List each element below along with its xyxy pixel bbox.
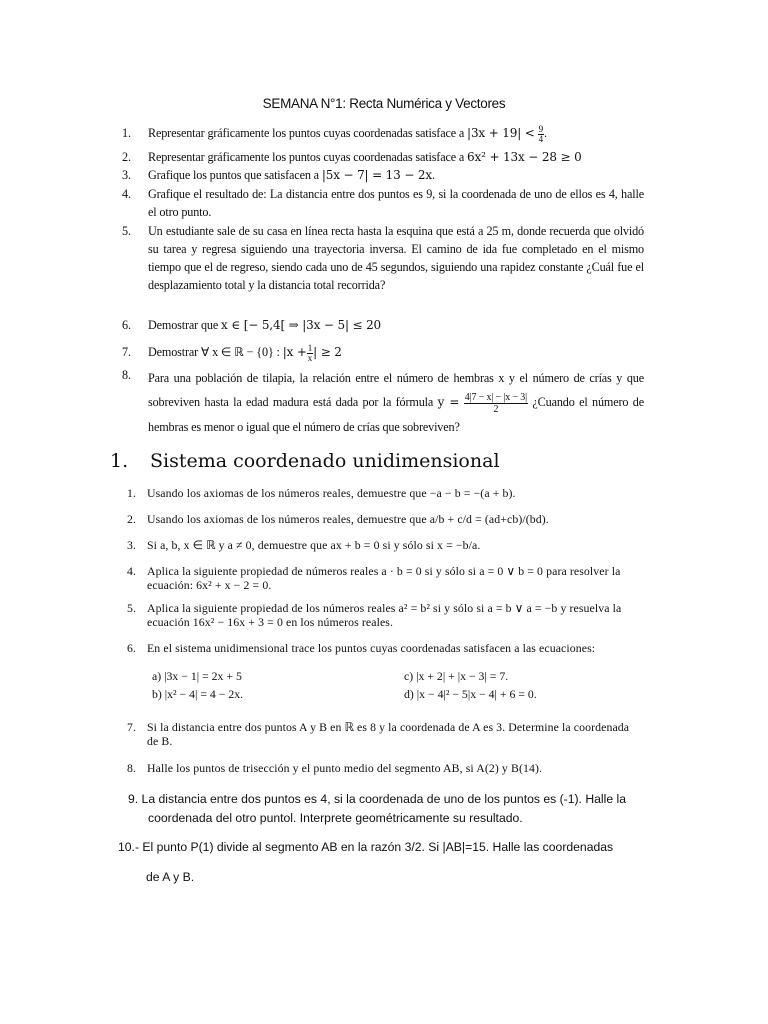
equation-c: c) |x + 2| + |x − 3| = 7. <box>404 669 509 683</box>
equation-d: d) |x − 4|² − 5|x − 4| + 6 = 0. <box>404 687 537 701</box>
equation-b: b) |x² − 4| = 4 − 2x. <box>152 687 244 701</box>
document-page: SEMANA N°1: Recta Numérica y Vectores 1. Representar gráficamente los puntos cuyas coordenadas satisface a |3x + 19| < $\frac{9}{4}$ . 2. Representar gráficamente los puntos cuyas coordenadas satisface a 6x² + 13x − 28 ≥ 0 3. Grafique los puntos que satisfacen a |5x − 7| = 13 − 2x. 4. Grafique el resultado de: La distancia entre dos puntos es 9, si la coordenada de uno de ellos es 4, halle el otro punto. 5. Un estudiante sale de su casa en línea recta hasta la esquina que está a 25 m, donde recuerda que olvidó su tarea y regresa siguiendo una trayectoria inversa. El camino de ida fue completado en el mismo tiempo que el de regreso, siendo cada uno de 45 segundos, siguiendo una rapidez constante ¿Cuál fue el desplazamiento total y la distancia total recorrida? 6. Demostrar que x ∈ [− 5,4[ ⇒ |3x − 5| ≤ 20 7. Demostrar ∀ x ∈ ℝ − {0} : |x + $\frac{1}{x}$ | ≥ 2 8. Para una población de tilapia, la relación entre el número de hembras x y el número de crías y que sobreviven hasta la edad madura está dada por la fórmula y = $\frac{4|7 - x| - |x - 3|}{2}$ ¿Cuando el número de hembras es menor o igual que el número de crías que sobreviven? 1. Sistema coordenado unidimensional 1. Usando los axiomas de los números reales, demuestre que −a − b = −(a + b). 2. Usando los axiomas de los números reales, demuestre que a/b + c/d = (ad+cb)/(bd). 3. Si a, b, x ∈ ℝ y a ≠ 0, demuestre que ax + b = 0 si y sólo si x = −b/a. 4. Aplica la siguiente propiedad de números reales a · b = 0 si y sólo si a = 0 ∨ b = 0 para resolver la ecuación: 6x² + x − 2 = 0. 5. Aplica la siguiente propiedad de los números reales a² = b² si y sólo si a = b ∨ a = −b y resuelva la ecuación 16x² − 16x + 3 = 0 en los números reales. 6. En el sistema unidimensional trace los puntos cuyas coordenadas satisfacen a las ecuaciones: a) |3x − 1| = 2x + 5 b) |x² − 4| = 4 − 2x. c) |x + 2| + |x − 3| = 7. d) |x − 4|² − 5|x − 4| + 6 = 0. 7. Si la distancia entre dos puntos A y B en ℝ es 8 y la coordenada de A es 3. Determine la coordenada de B. 8. Halle los puntos de trisección y el punto medio del segmento AB, si A(2) y B(14). 9. La distancia entre dos puntos es 4, si la coordenada de uno de los puntos es (-1). Halle la coordenada del otro puntol. Interprete geométricamente su resultado. 10.- El punto P(1) divide al segmento AB en la razón 3/2. Si |AB|=15. Halle las coordenadas de A y B. <box>0 0 768 1024</box>
exercise-9: 9. La distancia entre dos puntos es 4, si la coordenada de uno de los puntos es (-1). Halle la coordenada del otro puntol. Interprete geométricamente su resultado. <box>128 792 626 825</box>
fraction: $\frac{9}{4}$ <box>538 123 543 144</box>
section-heading: 1. Sistema coordenado unidimensional <box>110 450 500 472</box>
fraction: $\frac{1}{x}$ <box>307 342 313 363</box>
page-title: SEMANA N°1: Recta Numérica y Vectores <box>262 96 506 111</box>
exercise-10: 10.- El punto P(1) divide al segmento AB en la razón 3/2. Si |AB|=15. Halle las coordenadas <box>118 840 614 854</box>
formula-fraction: $\frac{4|7 - x| - |x - 3|}{2}$ <box>464 391 527 415</box>
equation-a: a) |3x − 1| = 2x + 5 <box>152 669 242 683</box>
exercise-10-continuation: de A y B. <box>146 870 195 884</box>
